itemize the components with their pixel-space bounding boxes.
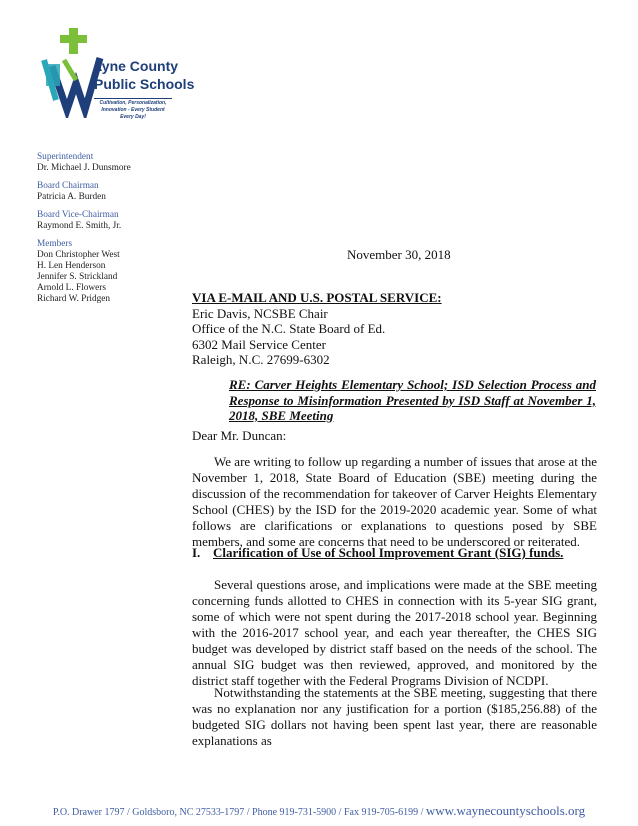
letterhead-footer <box>0 803 638 819</box>
address-line: Office of the N.C. State Board of Ed. <box>192 321 386 336</box>
logo-name-line1: ayne County <box>94 58 179 74</box>
section-title: Clarification of Use of School Improvement Grant (SIG) funds. <box>213 545 564 560</box>
logo-tagline: Cultivation, Personalization, Innovation - Every Student Every Day! <box>94 98 172 121</box>
footer-address: P.O. Drawer 1797 / Goldsboro, NC 27533-1797 / Phone 919-731-5900 / Fax 919-705-6199 / <box>52 807 426 818</box>
vice-chairman-label: Board Vice-Chairman <box>37 210 119 220</box>
member-name: Don Christopher West <box>37 250 120 260</box>
footer-website-link[interactable]: www.waynecountyschools.org <box>425 803 586 818</box>
members-label: Members <box>37 239 73 249</box>
section-number: I. <box>192 545 201 560</box>
vice-chairman-group <box>37 210 172 232</box>
member-name: H. Len Henderson <box>37 261 106 271</box>
member-name: Jennifer S. Strickland <box>37 272 118 282</box>
address-line: Raleigh, N.C. 27699-6302 <box>192 352 330 367</box>
chairman-label: Board Chairman <box>37 181 99 191</box>
member-name: Arnold L. Flowers <box>37 283 106 293</box>
superintendent-group <box>37 152 172 174</box>
superintendent-label: Superintendent <box>37 152 94 162</box>
delivery-method: VIA E-MAIL AND U.S. POSTAL SERVICE: <box>192 290 442 305</box>
chairman-group <box>37 181 172 203</box>
superintendent-name: Dr. Michael J. Dunsmore <box>37 163 131 173</box>
body-paragraph-1: We are writing to follow up regarding a number of issues that arose at the November 1, 2018, State Board of Education (SBE) meeting during the discussion of the recommendation for takeover of Carver Heights Elementary School (CHES) by the ISD for the 2019-2020 academic year. Some of what follows are clarifications or explanations to questions posed by SBE members, and some are concerns that need to be underscored or reiterated. <box>192 454 597 549</box>
address-line: Eric Davis, NCSBE Chair <box>192 305 328 321</box>
address-line: 6302 Mail Service Center <box>192 336 326 352</box>
vice-chairman-name: Raymond E. Smith, Jr. <box>37 221 122 231</box>
section-heading <box>192 545 563 561</box>
recipient-address <box>192 290 442 368</box>
district-logo <box>34 18 195 128</box>
logo-name-line2: Public Schools <box>94 76 195 92</box>
body-paragraph-2: Several questions arose, and implications were made at the SBE meeting concerning funds allotted to CHES in connection with its 5-year SIG grant, some of which were not spent during the 2017-2018 school year. Beginning with the 2016-2017 school year, and each year thereafter, the CHES SIG budget was developed by district staff based on the needs of the school. The annual SIG budget was then reviewed, approved, and monitored by the district staff together with the Federal Programs Division of NCDPI. <box>192 577 597 688</box>
members-group <box>37 239 172 305</box>
salutation: Dear Mr. Duncan: <box>192 428 287 443</box>
chairman-name: Patricia A. Burden <box>37 192 106 202</box>
member-name: Richard W. Pridgen <box>37 294 111 304</box>
body-paragraph-3: Notwithstanding the statements at the SBE meeting, suggesting that there was no explanation nor any justification for a portion ($185,256.88) of the budgeted SIG dollars not having been spent last year, there are reasonable explanations as <box>192 685 597 748</box>
subject-line: RE: Carver Heights Elementary School; ISD Selection Process and Response to Misinformation Presented by ISD Staff at November 1, 2018, SBE Meeting <box>229 377 596 423</box>
letter-date: November 30, 2018 <box>347 247 451 262</box>
board-sidebar <box>37 152 172 312</box>
